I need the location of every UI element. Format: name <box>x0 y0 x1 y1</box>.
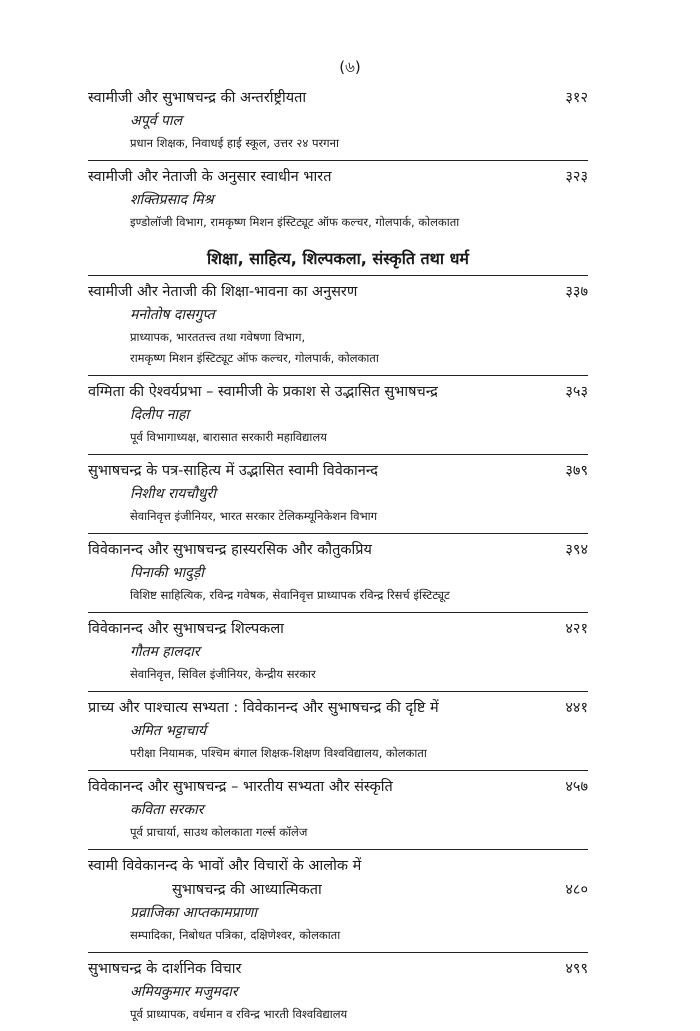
entry-affiliation: पूर्व विभागाध्यक्ष, बारासात सरकारी महाविद्यालय <box>130 430 327 444</box>
toc-entry <box>88 454 588 533</box>
entry-page: ३३७ <box>565 284 588 300</box>
entry-affiliation: पूर्व प्राचार्या, साउथ कोलकाता गर्ल्स कॉलेज <box>130 825 308 839</box>
table-of-contents <box>88 86 588 1031</box>
entry-affiliation: सेवानिवृत्त इंजीनियर, भारत सरकार टेलिकम्यूनिकेशन विभाग <box>130 509 378 523</box>
entry-affiliation: सम्पादिका, निबोधत पत्रिका, दक्षिणेश्वर, कोलकाता <box>130 928 341 942</box>
entry-title: विवेकानन्द और सुभाषचन्द्र – भारतीय सभ्यता और संस्कृति <box>88 779 393 795</box>
entry-author: कविता सरकार <box>130 802 204 818</box>
entry-page: ४९९ <box>565 961 588 977</box>
entry-author: दिलीप नाहा <box>130 407 190 423</box>
toc-entry <box>88 691 588 770</box>
entry-author: मनोतोष दासगुप्त <box>130 307 215 323</box>
toc-entry <box>88 612 588 691</box>
entry-page: ४२१ <box>565 621 588 637</box>
toc-entry <box>88 849 588 952</box>
entry-affiliation: परीक्षा नियामक, पश्चिम बंगाल शिक्षक-शिक्षण विश्वविद्यालय, कोलकाता <box>130 746 427 760</box>
entry-title: स्वामीजी और नेताजी के अनुसार स्वाधीन भारत <box>88 169 332 185</box>
entry-affiliation: पूर्व प्राध्यापक, वर्धमान व रविन्द्र भारती विश्वविद्यालय <box>130 1007 348 1021</box>
entry-affiliation: रामकृष्ण मिशन इंस्टिट्यूट ऑफ कल्चर, गोलपार्क, कोलकाता <box>130 351 379 365</box>
page-number: (৬) <box>339 58 361 76</box>
entry-title: सुभाषचन्द्र के पत्र-साहित्य में उद्भासित स्वामी विवेकानन्द <box>88 463 378 479</box>
entry-author: अपूर्व पाल <box>130 113 182 129</box>
entry-title: वग्मिता की ऐश्वर्यप्रभा – स्वामीजी के प्रकाश से उद्भासित सुभाषचन्द्र <box>88 384 438 400</box>
entry-title-line1: स्वामी विवेकानन्द के भावों और विचारों के आलोक में <box>88 858 362 874</box>
entry-affiliation: विशिष्ट साहित्यिक, रविन्द्र गवेषक, सेवानिवृत्त प्राध्यापक रविन्द्र रिसर्च इंस्टिट्यूट <box>130 588 450 602</box>
toc-entry <box>88 533 588 612</box>
section-heading: शिक्षा, साहित्य, शिल्पकला, संस्कृति तथा धर्म <box>207 249 469 268</box>
toc-entry <box>88 375 588 454</box>
entry-page: ३७९ <box>565 463 588 479</box>
entry-title: विवेकानन्द और सुभाषचन्द्र शिल्पकला <box>88 621 284 637</box>
entry-page: ४४१ <box>565 700 588 716</box>
entry-page: ३२३ <box>565 169 588 185</box>
entry-author: अमियकुमार मजुमदार <box>130 984 238 1000</box>
entry-page: ३९४ <box>565 542 588 558</box>
entry-author: निशीथ रायचौधुरी <box>130 486 216 502</box>
entry-affiliation: इण्डोलॉजी विभाग, रामकृष्ण मिशन इंस्टिट्यूट ऑफ कल्चर, गोलपार्क, कोलकाता <box>130 215 460 229</box>
entry-affiliation: सेवानिवृत्त, सिविल इंजीनियर, केन्द्रीय सरकार <box>130 667 316 681</box>
entry-affiliation: प्राध्यापक, भारततत्त्व तथा गवेषणा विभाग, <box>130 330 306 344</box>
entry-page: ४५७ <box>565 779 588 795</box>
entry-author: गौतम हालदार <box>130 644 200 660</box>
entry-page: ३१२ <box>565 90 588 106</box>
entry-title: सुभाषचन्द्र के दार्शनिक विचार <box>88 961 242 977</box>
toc-entry <box>88 952 588 1031</box>
entry-title: स्वामीजी और नेताजी की शिक्षा-भावना का अनुसरण <box>88 284 358 300</box>
entry-title: प्राच्य और पाश्चात्य सभ्यता : विवेकानन्द और सुभाषचन्द्र की दृष्टि में <box>88 700 439 716</box>
toc-entry <box>88 770 588 849</box>
entry-title <box>88 854 361 902</box>
toc-entry <box>88 86 588 160</box>
toc-entry <box>88 160 588 239</box>
entry-affiliation: प्रधान शिक्षक, निवाधई हाई स्कूल, उत्तर २४ परगना <box>130 136 340 150</box>
entry-author: शक्तिप्रसाद मिश्र <box>130 192 214 208</box>
entry-author: पिनाकी भादुड़ी <box>130 565 204 581</box>
entry-page: ३५३ <box>565 384 588 400</box>
entry-title: विवेकानन्द और सुभाषचन्द्र हास्यरसिक और कौतुकप्रिय <box>88 542 372 558</box>
entry-title-line2: सुभाषचन्द्र की आध्यात्मिकता <box>172 882 322 898</box>
entry-page: ४८० <box>565 882 588 898</box>
entry-title: स्वामीजी और सुभाषचन्द्र की अन्तर्राष्ट्रीयता <box>88 90 307 106</box>
entry-author: प्रव्राजिका आप्तकामप्राणा <box>130 905 257 921</box>
toc-entry <box>88 275 588 375</box>
entry-author: अमित भट्टाचार्य <box>130 723 207 739</box>
